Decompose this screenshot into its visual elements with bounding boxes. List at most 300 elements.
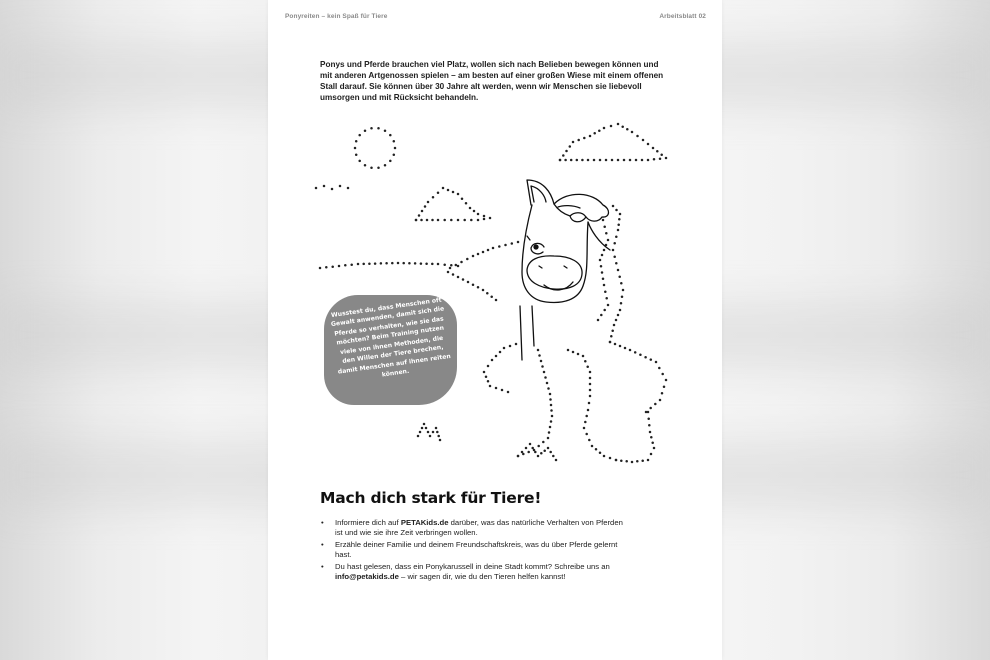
- outline-dot: [609, 457, 612, 460]
- outline-dot: [534, 451, 537, 454]
- outline-dot: [547, 437, 550, 440]
- outline-dot: [612, 205, 615, 208]
- outline-dot: [457, 219, 460, 222]
- outline-dot: [452, 273, 455, 276]
- outline-dot: [492, 247, 495, 250]
- outline-dot: [661, 392, 664, 395]
- outline-dot: [572, 141, 575, 144]
- action-list: [320, 518, 630, 584]
- outline-dot: [489, 217, 492, 220]
- horse-head-drawing: [520, 180, 610, 360]
- outline-dot: [408, 262, 411, 265]
- outline-dot: [358, 160, 361, 163]
- outline-dot: [420, 219, 423, 222]
- outline-dot: [629, 349, 632, 352]
- outline-dot: [595, 448, 598, 451]
- outline-dot: [624, 347, 627, 350]
- outline-dot: [635, 159, 638, 162]
- outline-dot: [421, 210, 424, 213]
- outline-dot: [529, 443, 532, 446]
- outline-dot: [525, 447, 528, 450]
- outline-dot: [491, 359, 494, 362]
- outline-dot: [618, 218, 621, 221]
- outline-dot: [550, 420, 553, 423]
- horse-dot-to-dot-icon: [268, 110, 722, 480]
- outline-dot: [619, 345, 622, 348]
- outline-dot: [591, 445, 594, 448]
- outline-dot: [543, 371, 546, 374]
- outline-dot: [498, 245, 501, 248]
- outline-dot: [636, 135, 639, 138]
- outline-dot: [647, 143, 650, 146]
- outline-dot: [614, 343, 617, 346]
- header-sheet-number: Arbeitsblatt 02: [659, 13, 706, 20]
- outline-dot: [419, 431, 422, 434]
- outline-dot: [617, 269, 620, 272]
- outline-dot: [368, 262, 371, 265]
- outline-dot: [550, 404, 553, 407]
- outline-dot: [323, 185, 326, 188]
- outline-dot: [437, 435, 440, 438]
- outline-dot: [423, 423, 426, 426]
- outline-dot: [432, 196, 435, 199]
- outline-dot: [470, 219, 473, 222]
- outline-dot: [589, 389, 592, 392]
- outline-dot: [649, 431, 652, 434]
- outline-dot: [495, 387, 498, 390]
- outline-dot: [564, 159, 567, 162]
- outline-dot: [589, 377, 592, 380]
- outline-dot: [374, 262, 377, 265]
- outline-dot: [647, 159, 650, 162]
- outline-dot: [431, 219, 434, 222]
- outline-dot: [650, 436, 653, 439]
- outline-dot: [581, 159, 584, 162]
- outline-dot: [437, 263, 440, 266]
- outline-dot: [541, 365, 544, 368]
- outline-dot: [432, 431, 435, 434]
- outline-dot: [639, 354, 642, 357]
- outline-dot: [477, 253, 480, 256]
- outline-dot: [615, 209, 618, 212]
- outline-dot: [364, 164, 367, 167]
- outline-dot: [477, 219, 480, 222]
- outline-dot: [455, 264, 458, 267]
- outline-dot: [460, 261, 463, 264]
- outline-dot: [450, 264, 453, 267]
- outline-dot: [585, 415, 588, 418]
- outline-dot: [487, 380, 490, 383]
- outline-dot: [477, 213, 480, 216]
- outline-dot: [537, 455, 540, 458]
- outline-dot: [615, 235, 618, 238]
- outline-dot: [546, 382, 549, 385]
- outline-dot: [537, 349, 540, 352]
- outline-dot: [618, 275, 621, 278]
- outline-dot: [605, 297, 608, 300]
- outline-dot: [600, 314, 603, 317]
- outline-dot: [377, 166, 380, 169]
- outline-dot: [462, 278, 465, 281]
- outline-dot: [435, 427, 438, 430]
- outline-dot: [598, 129, 601, 132]
- outline-dot: [559, 159, 562, 162]
- outline-dot: [466, 258, 469, 261]
- outline-dot: [391, 262, 394, 265]
- outline-dot: [538, 354, 541, 357]
- outline-dot: [631, 131, 634, 134]
- outline-dot: [617, 159, 620, 162]
- outline-dot: [599, 259, 602, 262]
- outline-dot: [583, 137, 586, 140]
- list-item: • Du hast gelesen, dass ein Ponykarussell in deine Stadt kommt? Schreibe uns an info@petakids.de – wir sagen dir, wie du den Tieren helfen kannst!: [320, 562, 630, 583]
- outline-dot: [357, 263, 360, 266]
- outline-dot: [377, 127, 380, 130]
- outline-dot: [417, 435, 420, 438]
- outline-dot: [648, 424, 651, 427]
- outline-dot: [586, 365, 589, 368]
- outline-dot: [587, 159, 590, 162]
- outline-dot: [549, 393, 552, 396]
- outline-dot: [362, 263, 365, 266]
- outline-dot: [384, 164, 387, 167]
- outline-dot: [465, 202, 468, 205]
- outline-dot: [540, 452, 543, 455]
- outline-dot: [601, 254, 604, 257]
- outline-dot: [319, 267, 322, 270]
- outline-dot: [613, 242, 616, 245]
- outline-dot: [665, 379, 668, 382]
- outline-dot: [611, 329, 614, 332]
- outline-dot: [634, 351, 637, 354]
- outline-dot: [589, 135, 592, 138]
- outline-dot: [589, 395, 592, 398]
- outline-dot: [602, 278, 605, 281]
- outline-dot: [452, 191, 455, 194]
- outline-dot: [402, 262, 405, 265]
- outline-dot: [483, 371, 486, 374]
- outline-dot: [655, 361, 658, 364]
- outline-dot: [384, 129, 387, 132]
- outline-dot: [315, 187, 318, 190]
- outline-dot: [426, 219, 429, 222]
- outline-dot: [641, 459, 644, 462]
- outline-dot: [509, 345, 512, 348]
- outline-dot: [599, 159, 602, 162]
- email-link[interactable]: info@petakids.de: [335, 572, 399, 582]
- outline-dot: [567, 349, 570, 352]
- outline-dot: [615, 459, 618, 462]
- outline-dot: [659, 399, 662, 402]
- outline-dot: [527, 451, 530, 454]
- outline-dot: [537, 445, 540, 448]
- outline-dot: [447, 189, 450, 192]
- outline-dot: [425, 262, 428, 265]
- outline-dot: [437, 191, 440, 194]
- outline-dot: [443, 263, 446, 266]
- outline-dot: [610, 335, 613, 338]
- outline-dot: [540, 360, 543, 363]
- outline-dot: [457, 193, 460, 196]
- outline-dot: [625, 460, 628, 463]
- outline-dot: [582, 355, 585, 358]
- outline-dot: [619, 213, 622, 216]
- outline-dot: [450, 219, 453, 222]
- outline-dot: [394, 147, 397, 150]
- outline-dot: [617, 229, 620, 232]
- outline-dot: [439, 439, 442, 442]
- outline-dot: [569, 145, 572, 148]
- outline-dot: [576, 159, 579, 162]
- outline-dot: [610, 125, 613, 128]
- worksheet-page: [268, 0, 722, 660]
- outline-dot: [504, 244, 507, 247]
- outline-dot: [515, 343, 518, 346]
- outline-dot: [600, 265, 603, 268]
- outline-dot: [597, 319, 600, 322]
- outline-dot: [542, 441, 545, 444]
- outline-dot: [344, 264, 347, 267]
- outline-dot: [588, 402, 591, 405]
- outline-dot: [501, 389, 504, 392]
- outline-dot: [650, 358, 653, 361]
- outline-dot: [653, 447, 656, 450]
- outline-dot: [490, 295, 493, 298]
- outline-dot: [572, 351, 575, 354]
- outline-dot: [609, 341, 612, 344]
- outline-dot: [584, 360, 587, 363]
- outline-dot: [617, 223, 620, 226]
- outline-dot: [603, 127, 606, 130]
- outline-dot: [350, 263, 353, 266]
- outline-dot: [499, 351, 502, 354]
- outline-dot: [619, 309, 622, 312]
- outline-dot: [663, 385, 666, 388]
- outline-dot: [603, 284, 606, 287]
- outline-dot: [355, 154, 358, 157]
- outline-dot: [658, 367, 661, 370]
- outline-dot: [495, 355, 498, 358]
- outline-dot: [531, 447, 534, 450]
- outline-dot: [617, 314, 620, 317]
- outline-dot: [620, 459, 623, 462]
- outline-dot: [621, 125, 624, 128]
- outline-dot: [589, 383, 592, 386]
- outline-dot: [503, 347, 506, 350]
- outline-dot: [631, 461, 634, 464]
- outline-dot: [551, 415, 554, 418]
- outline-dot: [601, 271, 604, 274]
- outline-dot: [385, 262, 388, 265]
- outline-dot: [517, 241, 520, 244]
- outline-dot: [339, 185, 342, 188]
- outline-dot: [587, 409, 590, 412]
- outline-dot: [364, 129, 367, 132]
- outline-dot: [621, 295, 624, 298]
- outline-dot: [652, 147, 655, 150]
- outline-dot: [370, 127, 373, 130]
- outline-dot: [414, 262, 417, 265]
- outline-dot: [393, 140, 396, 143]
- outline-dot: [656, 150, 659, 153]
- outline-dot: [485, 375, 488, 378]
- outline-dot: [636, 460, 639, 463]
- outline-dot: [507, 391, 510, 394]
- info-bubble-text: Wusstest du, dass Menschen oft Gewalt anwenden, damit sich die Pferde so verhalten, wie sie das möchten? Beim Training nutzen viele von ihnen Methoden, die den Willen der Tiere brechen, damit Menschen auf ihnen reiten können.: [330, 296, 452, 379]
- outline-dot: [577, 353, 580, 356]
- outline-dot: [602, 219, 605, 222]
- outline-dot: [647, 459, 650, 462]
- header-title: Ponyreiten – kein Spaß für Tiere: [285, 13, 388, 20]
- outline-dot: [421, 427, 424, 430]
- outline-dot: [615, 262, 618, 265]
- outline-dot: [555, 459, 558, 462]
- connect-the-dots-outlines: [315, 123, 668, 464]
- outline-dot: [424, 205, 427, 208]
- outline-dot: [611, 159, 614, 162]
- outline-dot: [429, 435, 432, 438]
- outline-dot: [583, 427, 586, 430]
- outline-dot: [603, 249, 606, 252]
- outline-dot: [547, 387, 550, 390]
- outline-dot: [511, 242, 514, 245]
- outline-dot: [549, 426, 552, 429]
- outline-dot: [517, 455, 520, 458]
- outline-dot: [605, 232, 608, 235]
- outline-dot: [604, 290, 607, 293]
- list-item: • Informiere dich auf PETAKids.de darüber, was das natürliche Verhalten von Pferden ist und wie sie ihre Zeit verbringen wollen.: [320, 518, 630, 539]
- outline-dot: [393, 154, 396, 157]
- outline-dot: [483, 215, 486, 218]
- petakids-link[interactable]: PETAKids.de: [400, 518, 449, 527]
- outline-dot: [654, 403, 657, 406]
- outline-dot: [629, 159, 632, 162]
- outline-dot: [570, 159, 573, 162]
- info-bubble: [324, 295, 457, 405]
- outline-dot: [642, 139, 645, 142]
- outline-dot: [420, 262, 423, 265]
- outline-dot: [565, 150, 568, 153]
- outline-dot: [544, 376, 547, 379]
- outline-dot: [442, 187, 445, 190]
- outline-dot: [389, 160, 392, 163]
- outline-dot: [653, 158, 656, 161]
- outline-dot: [389, 134, 392, 137]
- outline-dot: [325, 266, 328, 269]
- outline-dot: [607, 304, 610, 307]
- outline-dot: [463, 219, 466, 222]
- outline-dot: [548, 431, 551, 434]
- outline-dot: [607, 239, 610, 242]
- outline-dot: [593, 159, 596, 162]
- outline-dot: [427, 431, 430, 434]
- list-item: • Erzähle deiner Familie und deinem Freundschaftskreis, was du über Pferde gelernt hast.: [320, 540, 630, 561]
- outline-dot: [584, 421, 587, 424]
- outline-dot: [472, 283, 475, 286]
- outline-dot: [620, 302, 623, 305]
- outline-dot: [431, 263, 434, 266]
- outline-dot: [447, 271, 450, 274]
- outline-dot: [585, 433, 588, 436]
- outline-dot: [641, 159, 644, 162]
- outline-dot: [467, 281, 470, 284]
- outline-dot: [605, 159, 608, 162]
- outline-dot: [457, 276, 460, 279]
- outline-dot: [427, 201, 430, 204]
- outline-dot: [660, 153, 663, 156]
- outline-dot: [613, 255, 616, 258]
- outline-dot: [415, 219, 418, 222]
- outline-dot: [549, 398, 552, 401]
- outline-dot: [483, 218, 486, 221]
- outline-dot: [552, 455, 555, 458]
- outline-dot: [338, 265, 341, 268]
- outline-dot: [418, 214, 421, 217]
- outline-dot: [651, 441, 654, 444]
- outline-dot: [549, 451, 552, 454]
- outline-dot: [617, 123, 620, 126]
- outline-dot: [599, 451, 602, 454]
- outline-dot: [665, 157, 668, 160]
- outline-dot: [482, 251, 485, 254]
- outline-dot: [473, 210, 476, 213]
- outline-dot: [425, 427, 428, 430]
- outline-dot: [437, 219, 440, 222]
- call-to-action-heading: Mach dich stark für Tiere!: [320, 489, 542, 507]
- outline-dot: [469, 207, 472, 210]
- outline-dot: [380, 262, 383, 265]
- outline-dot: [486, 292, 489, 295]
- outline-dot: [626, 128, 629, 131]
- outline-dot: [449, 267, 452, 270]
- outline-dot: [495, 299, 498, 302]
- outline-dot: [588, 439, 591, 442]
- outline-dot: [443, 219, 446, 222]
- outline-dot: [612, 249, 615, 252]
- outline-dot: [593, 132, 596, 135]
- outline-dot: [521, 451, 524, 454]
- outline-dot: [603, 309, 606, 312]
- outline-dot: [487, 365, 490, 368]
- outline-dot: [397, 262, 400, 265]
- outline-dot: [661, 373, 664, 376]
- outline-dot: [354, 147, 357, 150]
- outline-dot: [644, 356, 647, 359]
- outline-dot: [358, 134, 361, 137]
- outline-dot: [550, 409, 553, 412]
- outline-dot: [562, 154, 565, 157]
- outline-dot: [650, 453, 653, 456]
- outline-dot: [457, 265, 460, 268]
- outline-dot: [623, 159, 626, 162]
- outline-dot: [477, 286, 480, 289]
- outline-dot: [620, 282, 623, 285]
- outline-dot: [547, 447, 550, 450]
- outline-dot: [647, 411, 650, 414]
- outline-dot: [436, 431, 439, 434]
- outline-dot: [659, 157, 662, 160]
- outline-dot: [347, 187, 350, 190]
- outline-dot: [622, 289, 625, 292]
- outline-dot: [603, 455, 606, 458]
- intro-paragraph: Ponys und Pferde brauchen viel Platz, wollen sich nach Belieben bewegen können und mit anderen Artgenossen spielen – am besten auf einer großen Wiese mit einem offenen Stall darauf. Sie können über 30 Jahre alt werden, wenn wir Menschen sie liebevoll umsorgen und mit Rücksicht behandeln.: [320, 60, 664, 102]
- outline-dot: [589, 371, 592, 374]
- outline-dot: [370, 166, 373, 169]
- outline-dot: [603, 225, 606, 228]
- outline-dot: [472, 255, 475, 258]
- outline-dot: [331, 265, 334, 268]
- outline-dot: [482, 289, 485, 292]
